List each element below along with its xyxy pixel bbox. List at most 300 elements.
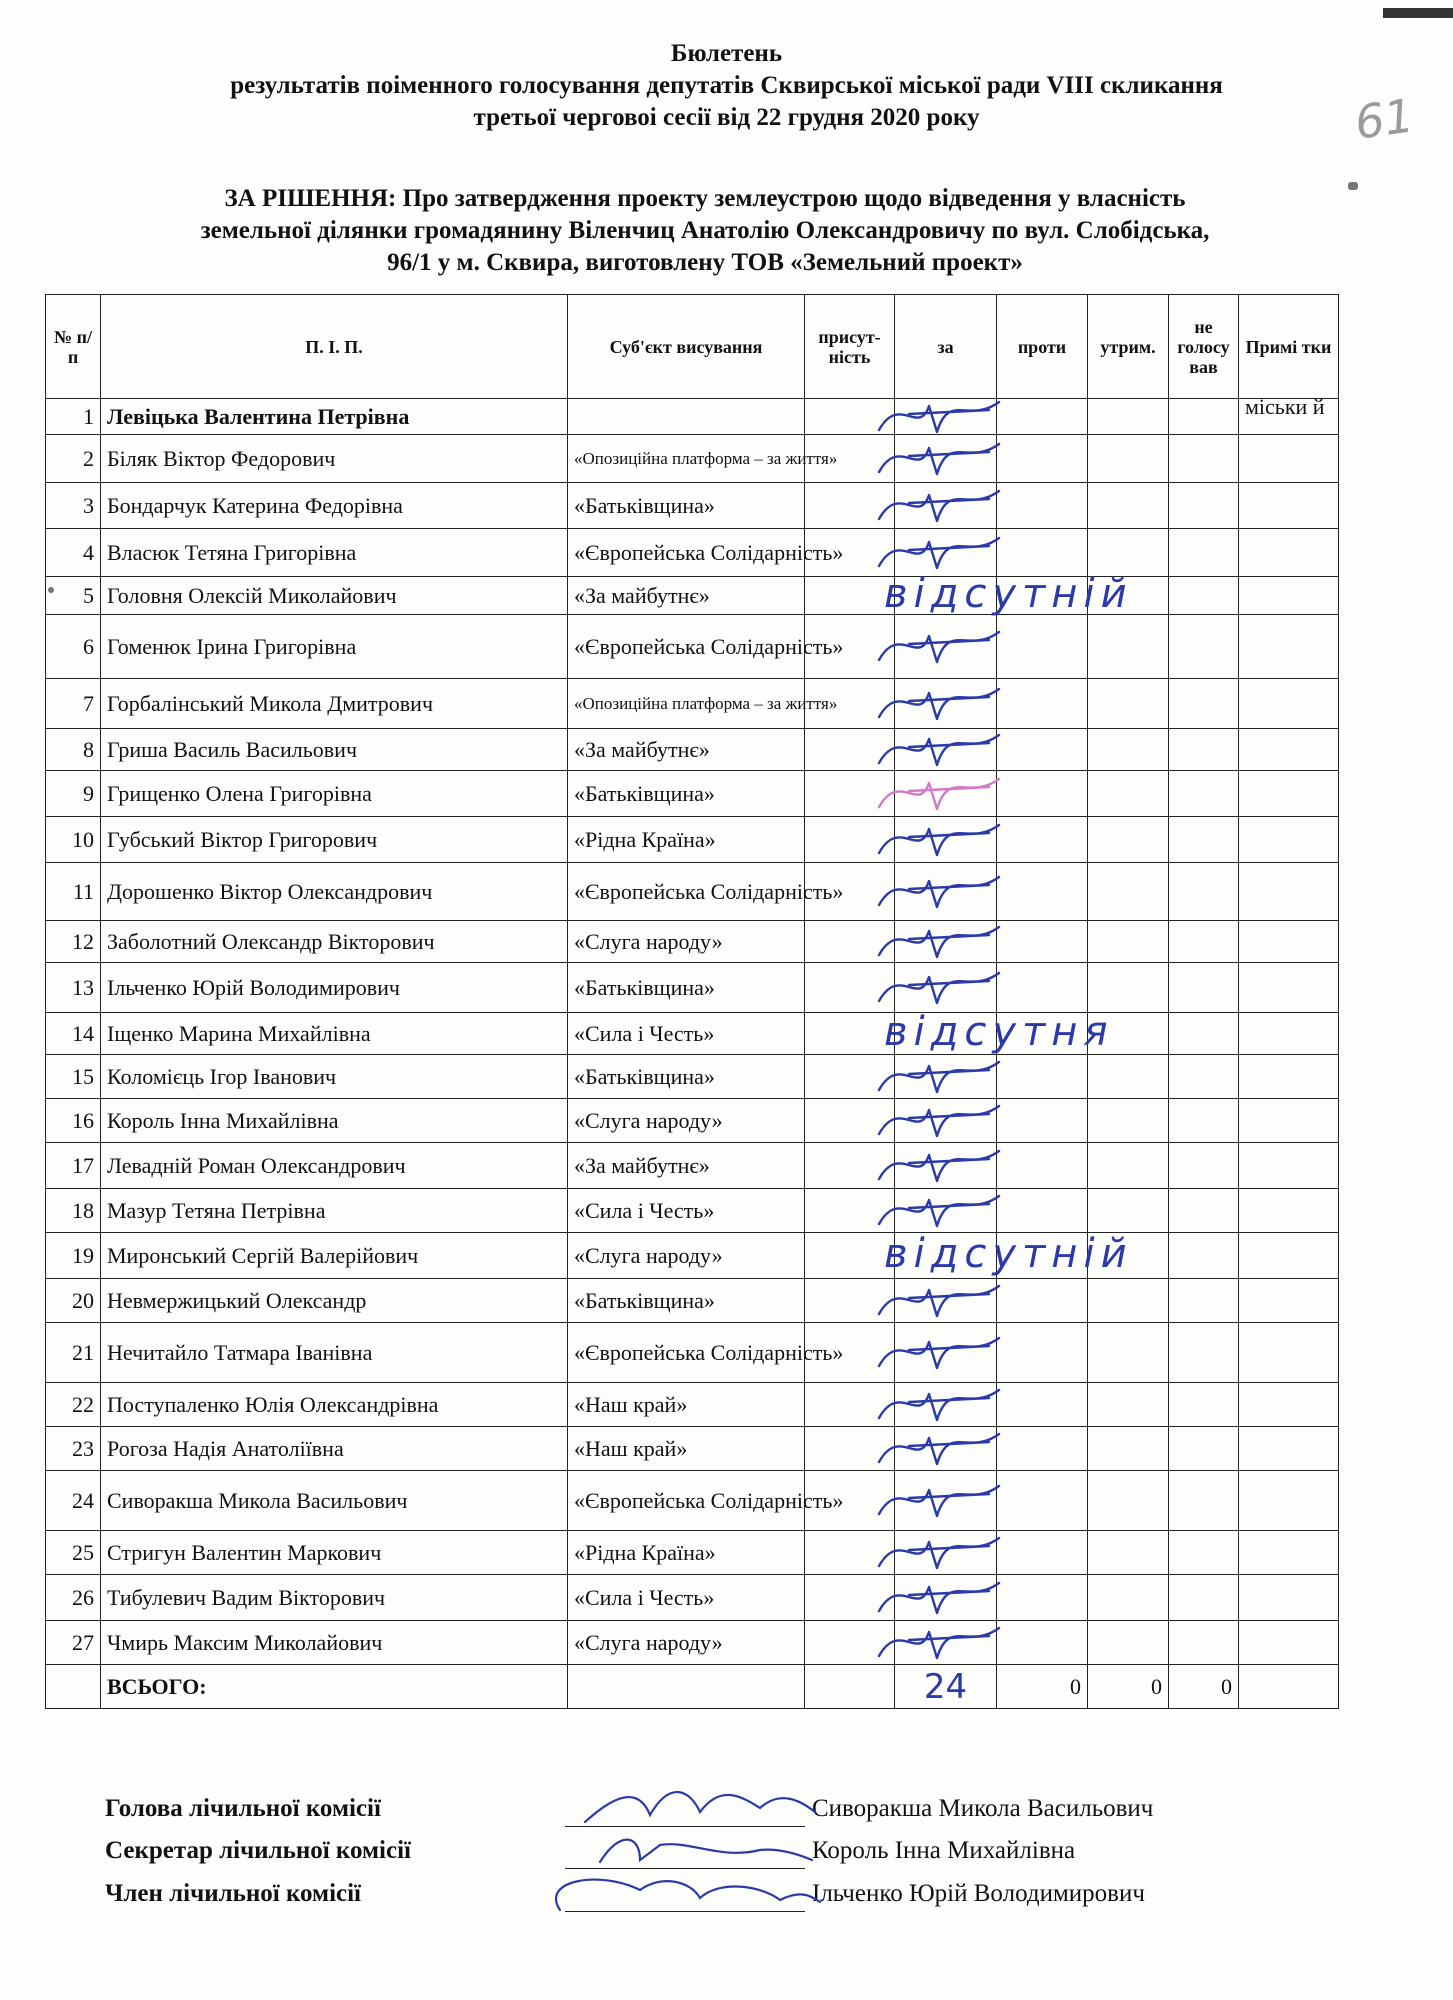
present-cell [805,1055,895,1099]
note-cell [1239,1233,1339,1279]
deputy-name: Сиворакша Микола Васильович [101,1471,568,1531]
party-name: «Наш край» [568,1427,805,1471]
absence-note: відсутній [884,571,1133,617]
vote-against-cell [997,1471,1088,1531]
table-row [46,1189,1339,1233]
table-row [46,1055,1339,1099]
absence-note: відсутній [884,1231,1133,1277]
party-name [568,399,805,435]
header-for: за [895,295,997,399]
party-name: «За майбутнє» [568,577,805,615]
row-number: 24 [46,1471,101,1531]
note-cell [1239,1531,1339,1575]
decision-line-1: ЗА РІШЕННЯ: Про затвердження проекту землеустрою щодо відведення у власність [224,185,1186,212]
vote-abstain-cell [1088,1099,1169,1143]
deputy-name: Король Інна Михайлівна [101,1099,568,1143]
vote-abstain-cell [1088,399,1169,435]
header-line-1: Бюлетень [670,40,783,67]
deputy-name: Чмирь Максим Миколайович [101,1621,568,1665]
row-number: 16 [46,1099,101,1143]
row-number: 17 [46,1143,101,1189]
vote-abstain-cell [1088,817,1169,863]
member-signature [556,1880,820,1910]
present-cell [805,483,895,529]
party-name: «Опозиційна платформа – за життя» [568,435,805,483]
deputy-name: Грищенко Олена Григорівна [101,771,568,817]
not-voted-cell [1169,1055,1239,1099]
row-number: 7 [46,679,101,729]
vote-for-cell [895,1621,997,1665]
header-against: проти [997,295,1088,399]
party-name: «Сила і Честь» [568,1575,805,1621]
not-voted-cell [1169,577,1239,615]
vote-for-cell [895,483,997,529]
not-voted-cell [1169,771,1239,817]
not-voted-cell [1169,1531,1239,1575]
chair-role: Голова лічильної комісії [105,1795,381,1822]
note-cell [1239,1575,1339,1621]
party-name: «Опозиційна платформа – за життя» [568,679,805,729]
party-name: «Батьківщина» [568,963,805,1013]
vote-abstain-cell [1088,1189,1169,1233]
table-row [46,863,1339,921]
vote-for-cell [895,1233,997,1279]
table-row [46,1233,1339,1279]
member-name: Ільченко Юрій Володимирович [812,1880,1145,1907]
vote-for-cell [895,679,997,729]
total-abstain-value: 0 [1088,1665,1169,1709]
vote-abstain-cell [1088,1323,1169,1383]
deputy-name: Гоменюк Ірина Григорівна [101,615,568,679]
vote-for-cell [895,771,997,817]
total-row [46,1665,1339,1709]
vote-abstain-cell [1088,1143,1169,1189]
vote-against-cell [997,963,1088,1013]
row-number: 11 [46,863,101,921]
member-role: Член лічильної комісії [105,1880,362,1907]
table-row [46,483,1339,529]
row-number: 3 [46,483,101,529]
not-voted-cell [1169,679,1239,729]
present-cell [805,817,895,863]
decision-title [60,183,1350,279]
total-notes-cell [1239,1665,1339,1709]
note-cell [1239,1055,1339,1099]
vote-abstain-cell [1088,963,1169,1013]
vote-for-cell [895,1143,997,1189]
not-voted-cell [1169,1621,1239,1665]
vote-for-cell [895,1099,997,1143]
party-name: «Європейська Солідарність» [568,1471,805,1531]
party-name: «Наш край» [568,1383,805,1427]
table-row [46,963,1339,1013]
chair-name: Сиворакша Микола Васильович [812,1795,1154,1822]
deputy-name: Рогоза Надія Анатоліївна [101,1427,568,1471]
party-name: «Рідна Країна» [568,817,805,863]
vote-for-cell [895,963,997,1013]
row-number: 20 [46,1279,101,1323]
deputy-name: Губський Віктор Григорович [101,817,568,863]
row-number: 26 [46,1575,101,1621]
row-number: 13 [46,963,101,1013]
header-abstain: утрим. [1088,295,1169,399]
vote-for-cell [895,729,997,771]
handwritten-page-number: 61 [1351,88,1418,150]
vote-abstain-cell [1088,435,1169,483]
vote-abstain-cell [1088,1055,1169,1099]
present-cell [805,921,895,963]
vote-for-cell [895,1279,997,1323]
vote-for-cell [895,1055,997,1099]
table-row [46,435,1339,483]
deputy-name: Поступаленко Юлія Олександрівна [101,1383,568,1427]
party-name: «Батьківщина» [568,483,805,529]
present-cell [805,399,895,435]
party-name: «Слуга народу» [568,921,805,963]
vote-against-cell [997,863,1088,921]
vote-for-cell [895,1575,997,1621]
vote-abstain-cell [1088,1621,1169,1665]
not-voted-cell [1169,1013,1239,1055]
table-row [46,615,1339,679]
row-number: 19 [46,1233,101,1279]
vote-against-cell [997,483,1088,529]
header-line-2: результатів поіменного голосування депутатів Сквирської міської ради VIII скликання [230,72,1223,99]
note-cell [1239,1189,1339,1233]
row-number: 12 [46,921,101,963]
table-header-row [46,295,1339,399]
commission-signatures [556,1792,820,1910]
vote-for-cell [895,577,997,615]
party-name: «Слуга народу» [568,1621,805,1665]
deputy-name: Головня Олексій Миколайович [101,577,568,615]
decision-line-2: земельної ділянки громадянину Віленчиц Анатолію Олександровичу по вул. Слобідська, [200,217,1210,244]
total-present-cell [805,1665,895,1709]
row-number: 9 [46,771,101,817]
note-cell [1239,1013,1339,1055]
vote-abstain-cell [1088,483,1169,529]
member-signature-line [565,1911,805,1912]
vote-against-cell [997,1013,1088,1055]
vote-against-cell [997,1531,1088,1575]
row-number: 15 [46,1055,101,1099]
vote-for-cell [895,817,997,863]
vote-for-cell [895,1323,997,1383]
note-cell [1239,435,1339,483]
deputy-name: Гриша Василь Васильович [101,729,568,771]
deputy-name: Нечитайло Татмара Іванівна [101,1323,568,1383]
row-number: 21 [46,1323,101,1383]
row-number: 27 [46,1621,101,1665]
row-number: 2 [46,435,101,483]
vote-against-cell [997,1099,1088,1143]
table-row [46,1621,1339,1665]
row-number: 22 [46,1383,101,1427]
vote-abstain-cell [1088,529,1169,577]
not-voted-cell [1169,399,1239,435]
note-cell [1239,771,1339,817]
not-voted-cell [1169,435,1239,483]
secretary-signature-line [565,1868,805,1869]
vote-against-cell [997,1189,1088,1233]
row-number: 18 [46,1189,101,1233]
table-row [46,771,1339,817]
vote-abstain-cell [1088,615,1169,679]
not-voted-cell [1169,1143,1239,1189]
row-number: 23 [46,1427,101,1471]
deputy-name: Стригун Валентин Маркович [101,1531,568,1575]
vote-abstain-cell [1088,1471,1169,1531]
note-cell [1239,1427,1339,1471]
note-cell [1239,1143,1339,1189]
table-row [46,729,1339,771]
vote-abstain-cell [1088,1531,1169,1575]
vote-against-cell [997,399,1088,435]
table-row [46,1143,1339,1189]
table-row [46,817,1339,863]
vote-against-cell [997,1383,1088,1427]
not-voted-cell [1169,863,1239,921]
vote-abstain-cell [1088,1013,1169,1055]
note-cell [1239,1323,1339,1383]
not-voted-cell [1169,1471,1239,1531]
note-cell [1239,1621,1339,1665]
present-cell [805,1279,895,1323]
vote-against-cell [997,771,1088,817]
vote-for-cell [895,399,997,435]
table-row [46,1279,1339,1323]
present-cell [805,1099,895,1143]
not-voted-cell [1169,1575,1239,1621]
party-name: «Європейська Солідарність» [568,863,805,921]
deputy-name: Заболотний Олександр Вікторович [101,921,568,963]
present-cell [805,1189,895,1233]
not-voted-cell [1169,817,1239,863]
note-cell [1239,1383,1339,1427]
party-name: «Сила і Честь» [568,1189,805,1233]
note-cell [1239,729,1339,771]
deputy-name: Коломієць Ігор Іванович [101,1055,568,1099]
total-for-value: 24 [895,1665,997,1709]
deputy-name: Левадній Роман Олександрович [101,1143,568,1189]
party-name: «Рідна Країна» [568,1531,805,1575]
present-cell [805,1013,895,1055]
chair-signature [585,1792,815,1822]
table-row [46,1575,1339,1621]
not-voted-cell [1169,1427,1239,1471]
table-row [46,1427,1339,1471]
party-name: «Європейська Солідарність» [568,1323,805,1383]
absence-note: відсутня [884,1009,1114,1055]
note-cell [1239,1279,1339,1323]
party-name: «Європейська Солідарність» [568,529,805,577]
note-cell [1239,817,1339,863]
vote-abstain-cell [1088,679,1169,729]
table-row [46,1531,1339,1575]
vote-for-cell [895,1427,997,1471]
present-cell [805,963,895,1013]
deputy-name: Тибулевич Вадим Вікторович [101,1575,568,1621]
row-number: 14 [46,1013,101,1055]
header-notes: Примі тки [1239,295,1339,399]
vote-for-cell [895,435,997,483]
not-voted-cell [1169,483,1239,529]
present-cell [805,1531,895,1575]
note-cell [1239,615,1339,679]
vote-against-cell [997,1323,1088,1383]
not-voted-cell [1169,1099,1239,1143]
present-cell [805,577,895,615]
secretary-role: Секретар лічильної комісії [105,1837,411,1864]
row-number: 25 [46,1531,101,1575]
vote-against-cell [997,817,1088,863]
party-name: «Слуга народу» [568,1099,805,1143]
not-voted-cell [1169,1233,1239,1279]
vote-against-cell [997,921,1088,963]
vote-against-cell [997,1427,1088,1471]
scan-corner-mark [1383,8,1453,18]
party-name: «За майбутнє» [568,729,805,771]
vote-against-cell [997,1575,1088,1621]
note-cell [1239,921,1339,963]
present-cell [805,1143,895,1189]
table-row [46,1471,1339,1531]
not-voted-cell [1169,615,1239,679]
vote-against-cell [997,1143,1088,1189]
vote-for-cell [895,921,997,963]
deputy-name: Іщенко Марина Михайлівна [101,1013,568,1055]
vote-abstain-cell [1088,771,1169,817]
table-row [46,1099,1339,1143]
header-num: № п/п [46,295,101,399]
table-row [46,921,1339,963]
vote-for-cell [895,1189,997,1233]
document-header [0,38,1453,134]
header-name: П. І. П. [101,295,568,399]
not-voted-cell [1169,1279,1239,1323]
table-row [46,1013,1339,1055]
header-present: присут-ність [805,295,895,399]
vote-against-cell [997,679,1088,729]
present-cell [805,1575,895,1621]
table-row [46,577,1339,615]
note-cell [1239,963,1339,1013]
deputy-name: Бондарчук Катерина Федорівна [101,483,568,529]
vote-for-cell [895,1471,997,1531]
not-voted-cell [1169,1323,1239,1383]
deputy-name: Невмержицький Олександр [101,1279,568,1323]
deputy-name: Горбалінський Микола Дмитрович [101,679,568,729]
vote-abstain-cell [1088,1383,1169,1427]
present-cell [805,1233,895,1279]
vote-abstain-cell [1088,921,1169,963]
row-number: 10 [46,817,101,863]
note-cell [1239,1471,1339,1531]
decision-line-3: 96/1 у м. Сквира, виготовлену ТОВ «Земельний проект» [387,249,1023,276]
header-line-3: третьої черговоі сесії від 22 грудня 2020 року [473,104,980,131]
total-num-cell [46,1665,101,1709]
present-cell [805,729,895,771]
vote-against-cell [997,1055,1088,1099]
row-number: 6 [46,615,101,679]
vote-abstain-cell [1088,729,1169,771]
vote-abstain-cell [1088,1233,1169,1279]
row-number: 8 [46,729,101,771]
not-voted-cell [1169,963,1239,1013]
deputy-name: Дорошенко Віктор Олександрович [101,863,568,921]
row-number: 5 [46,577,101,615]
note-cell [1239,529,1339,577]
not-voted-cell [1169,1189,1239,1233]
party-name: «За майбутнє» [568,1143,805,1189]
vote-against-cell [997,1233,1088,1279]
voting-table [45,294,1339,1709]
not-voted-cell [1169,529,1239,577]
vote-for-cell [895,1013,997,1055]
deputy-name: Біляк Віктор Федорович [101,435,568,483]
vote-against-cell [997,1621,1088,1665]
row-number: 1 [46,399,101,435]
vote-against-cell [997,615,1088,679]
vote-abstain-cell [1088,863,1169,921]
present-cell [805,1621,895,1665]
vote-abstain-cell [1088,577,1169,615]
vote-against-cell [997,529,1088,577]
note-cell [1239,863,1339,921]
note-cell [1239,1099,1339,1143]
deputy-name: Левіцька Валентина Петрівна [101,399,568,435]
vote-against-cell [997,577,1088,615]
vote-for-cell [895,615,997,679]
total-label: ВСЬОГО: [101,1665,568,1709]
table-row [46,1323,1339,1383]
not-voted-cell [1169,921,1239,963]
note-cell: міськи й [1239,399,1339,435]
vote-abstain-cell [1088,1427,1169,1471]
not-voted-cell [1169,1383,1239,1427]
note-cell [1239,577,1339,615]
table-row [46,1383,1339,1427]
deputy-name: Мазур Тетяна Петрівна [101,1189,568,1233]
vote-for-cell [895,1383,997,1427]
header-not-voted: не голосу вав [1169,295,1239,399]
not-voted-cell [1169,729,1239,771]
chair-signature-line [565,1826,805,1827]
party-name: «Сила і Честь» [568,1013,805,1055]
vote-for-cell [895,863,997,921]
total-not-voted-value: 0 [1169,1665,1239,1709]
table-row [46,399,1339,435]
total-against-value: 0 [997,1665,1088,1709]
vote-against-cell [997,729,1088,771]
total-party-cell [568,1665,805,1709]
vote-for-cell [895,1531,997,1575]
note-cell [1239,483,1339,529]
vote-against-cell [997,1279,1088,1323]
deputy-name: Ільченко Юрій Володимирович [101,963,568,1013]
vote-abstain-cell [1088,1575,1169,1621]
table-row [46,679,1339,729]
party-name: «Європейська Солідарність» [568,615,805,679]
vote-against-cell [997,435,1088,483]
secretary-name: Король Інна Михайлівна [812,1837,1076,1864]
party-name: «Слуга народу» [568,1233,805,1279]
secretary-signature [600,1840,812,1862]
present-cell [805,1383,895,1427]
deputy-name: Миронський Сергій Валерійович [101,1233,568,1279]
party-name: «Батьківщина» [568,1279,805,1323]
deputy-name: Власюк Тетяна Григорівна [101,529,568,577]
